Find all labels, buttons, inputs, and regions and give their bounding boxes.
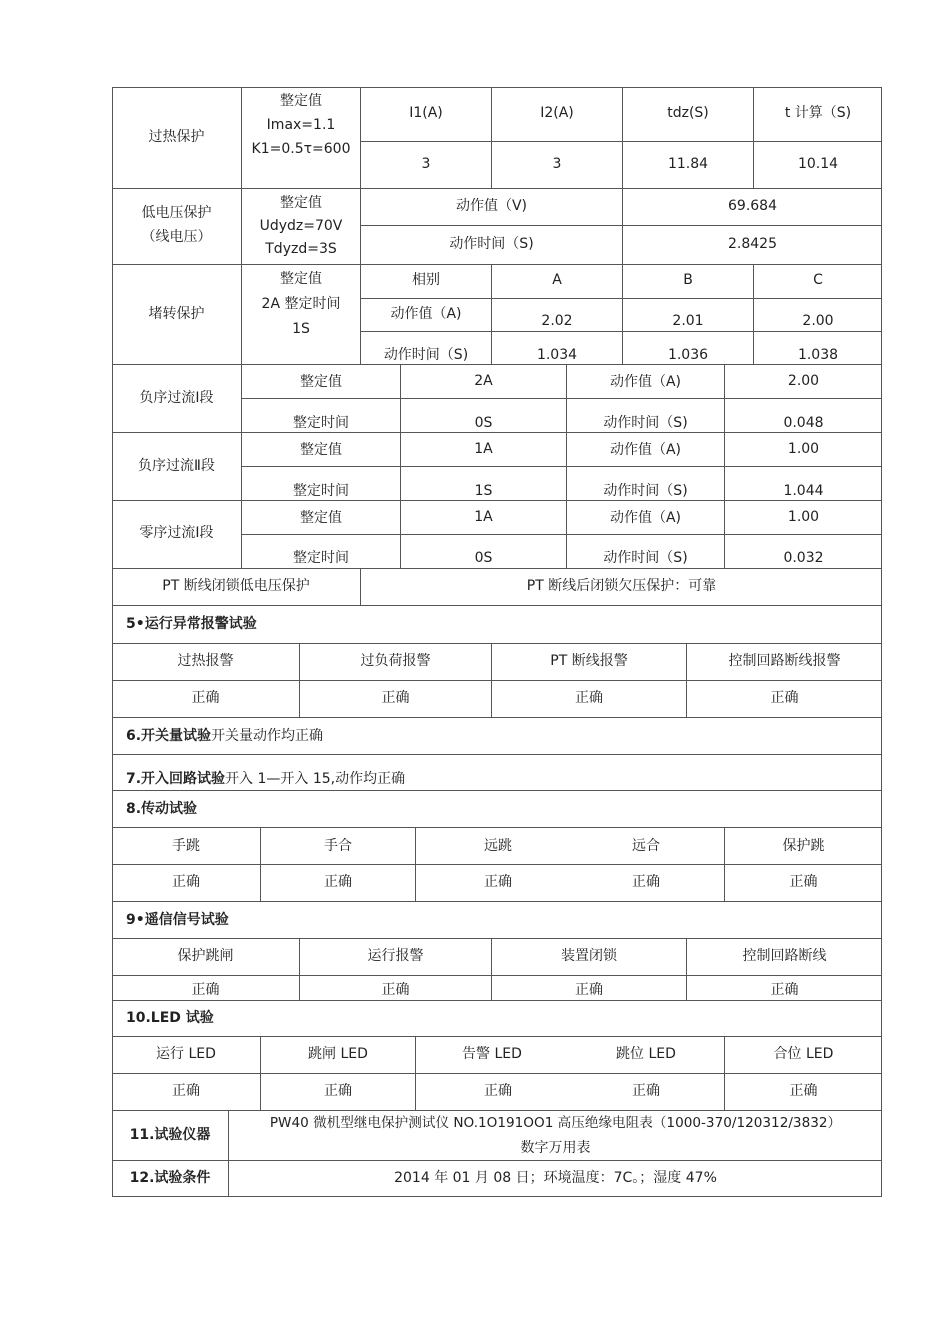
- table-rule: [112, 1000, 882, 1001]
- undervoltage-action-time-label: 动作时间（S): [449, 236, 534, 252]
- stall-phase-b: B: [683, 272, 693, 288]
- zero-seq-1-time: 0S: [474, 550, 493, 566]
- undervoltage-label: 低电压保护: [141, 205, 212, 221]
- s5-result-1: 正确: [191, 690, 220, 706]
- s9-result-4: 正确: [770, 982, 799, 998]
- zero-seq-1-action-time-label: 动作时间（S): [603, 550, 688, 566]
- neg-seq-1-action-time: 0.048: [783, 415, 824, 431]
- stall-action-value-b: 2.01: [672, 313, 704, 329]
- table-rule: [112, 827, 882, 828]
- overheat-setting-imax: Imax=1.1: [266, 117, 336, 133]
- neg-seq-1-label: 负序过流Ⅰ段: [139, 390, 214, 406]
- pt-result: PT 断线后闭锁欠压保护：可靠: [526, 578, 717, 594]
- table-rule: [112, 264, 882, 265]
- s8-result-1: 正确: [172, 874, 200, 890]
- s10-result-3: 正确: [484, 1083, 512, 1099]
- s9-item-device-lockout: 装置闭锁: [561, 948, 617, 964]
- s12-conditions: 2014 年 01 月 08 日；环境温度：7C。；湿度 47%: [394, 1170, 717, 1186]
- neg-seq-2-setting-label: 整定值: [300, 442, 342, 458]
- table-rule: [112, 1036, 882, 1037]
- s8-item-remote-close: 远合: [632, 838, 660, 854]
- overheat-setting-title: 整定值: [280, 93, 322, 109]
- s10-result-4: 正确: [632, 1083, 660, 1099]
- s11-instruments-line2: 数字万用表: [520, 1140, 591, 1156]
- section-5-title: 5•运行异常报警试验: [126, 616, 257, 632]
- s10-item-trip-led: 跳闸 LED: [308, 1046, 368, 1062]
- undervoltage-action-time: 2.8425: [728, 236, 777, 252]
- table-rule: [242, 534, 882, 535]
- table-rule: [112, 643, 882, 644]
- undervoltage-action-value: 69.684: [728, 198, 777, 214]
- s9-result-1: 正确: [191, 982, 220, 998]
- neg-seq-1-setting-label: 整定值: [300, 374, 342, 390]
- s10-item-trip-position-led: 跳位 LED: [616, 1046, 676, 1062]
- table-rule: [112, 680, 882, 681]
- s10-result-2: 正确: [324, 1083, 352, 1099]
- s5-item-overheat-alarm: 过热报警: [177, 653, 234, 669]
- stall-action-value-label: 动作值（A): [390, 306, 462, 322]
- stall-action-value-c: 2.00: [802, 313, 834, 329]
- section-11-title: 11.试验仪器: [129, 1127, 211, 1143]
- s8-result-5: 正确: [789, 874, 818, 890]
- stall-action-value-a: 2.02: [541, 313, 573, 329]
- s10-result-1: 正确: [172, 1083, 200, 1099]
- s5-item-pt-alarm: PT 断线报警: [550, 653, 628, 669]
- stall-action-time-b: 1.036: [667, 347, 709, 363]
- s5-result-4: 正确: [770, 690, 799, 706]
- table-rule: [112, 188, 882, 189]
- table-rule: [112, 754, 882, 755]
- zero-seq-1-label: 零序过流Ⅰ段: [139, 525, 214, 541]
- table-rule: [112, 938, 882, 939]
- neg-seq-1-setting: 2A: [474, 373, 493, 389]
- table-rule: [112, 605, 882, 606]
- s8-item-remote-trip: 远跳: [484, 838, 512, 854]
- overheat-header-i1: I1(A): [409, 105, 443, 121]
- table-rule: [241, 364, 242, 568]
- neg-seq-2-label: 负序过流Ⅱ段: [138, 458, 215, 474]
- stall-action-time-a: 1.034: [536, 347, 578, 363]
- zero-seq-1-action-value-label: 动作值（A): [609, 510, 682, 526]
- stall-action-time-c: 1.038: [797, 347, 839, 363]
- overheat-header-tcalc: t 计算（S): [784, 105, 852, 121]
- table-rule: [112, 568, 882, 569]
- neg-seq-2-setting: 1A: [474, 441, 493, 457]
- section-12-title: 12.试验条件: [129, 1170, 211, 1186]
- section-7-text: 开入 1—开入 15,动作均正确: [225, 771, 406, 787]
- table-rule: [242, 398, 882, 399]
- neg-seq-2-action-value: 1.00: [787, 441, 820, 457]
- s9-result-3: 正确: [575, 982, 603, 998]
- neg-seq-2-action-time: 1.044: [783, 483, 824, 499]
- s10-item-alarm-led: 告警 LED: [462, 1046, 522, 1062]
- table-rule: [724, 364, 725, 568]
- undervoltage-setting-title: 整定值: [280, 195, 322, 211]
- stall-action-time-label: 动作时间（S): [383, 347, 469, 363]
- stall-label: 堵转保护: [148, 306, 205, 322]
- zero-seq-1-setting: 1A: [474, 509, 493, 525]
- s8-result-2: 正确: [324, 874, 352, 890]
- s8-item-manual-close: 手合: [324, 838, 352, 854]
- undervoltage-action-value-label: 动作值（V): [455, 198, 528, 214]
- s8-item-manual-trip: 手跳: [172, 838, 200, 854]
- table-rule: [415, 1036, 416, 1110]
- overheat-label: 过热保护: [148, 129, 205, 145]
- undervoltage-setting-udydz: Udydz=70V: [259, 218, 343, 234]
- table-rule: [112, 790, 882, 791]
- table-rule: [415, 827, 416, 901]
- table-rule: [400, 364, 401, 568]
- s10-item-run-led: 运行 LED: [156, 1046, 216, 1062]
- table-rule: [566, 364, 567, 568]
- s5-item-overload-alarm: 过负荷报警: [360, 653, 431, 669]
- neg-seq-1-action-value-label: 动作值（A): [609, 374, 682, 390]
- section-6-title: 6.开关量试验: [126, 728, 212, 744]
- s9-result-2: 正确: [381, 982, 410, 998]
- section-8-title: 8.传动试验: [126, 801, 198, 817]
- stall-phase-label: 相别: [412, 272, 440, 288]
- section-7: [126, 770, 405, 789]
- table-rule: [242, 466, 882, 467]
- s8-item-protection-trip: 保护跳: [782, 838, 825, 854]
- table-rule: [112, 1073, 882, 1074]
- s8-result-3: 正确: [484, 874, 512, 890]
- overheat-value-tdz: 11.84: [667, 156, 709, 172]
- zero-seq-1-action-time: 0.032: [783, 550, 824, 566]
- s9-item-protection-trip: 保护跳闸: [177, 948, 234, 964]
- s5-item-control-circuit-alarm: 控制回路断线报警: [728, 653, 841, 669]
- section-10-title: 10.LED 试验: [126, 1010, 214, 1026]
- overheat-value-i1: 3: [421, 156, 431, 172]
- zero-seq-1-time-label: 整定时间: [293, 550, 349, 566]
- zero-seq-1-action-value: 1.00: [787, 509, 820, 525]
- neg-seq-2-action-time-label: 动作时间（S): [603, 483, 688, 499]
- s11-instruments-line1: PW40 微机型继电保护测试仪 NO.1O191OO1 高压绝缘电阻表（1000-370/120312/3832）: [269, 1115, 842, 1131]
- s8-result-4: 正确: [632, 874, 660, 890]
- pt-label: PT 断线闭锁低电压保护: [162, 578, 310, 594]
- s5-result-3: 正确: [575, 690, 603, 706]
- s10-item-close-position-led: 合位 LED: [773, 1046, 834, 1062]
- neg-seq-1-time-label: 整定时间: [293, 415, 349, 431]
- table-rule: [112, 717, 882, 718]
- neg-seq-2-time: 1S: [474, 483, 493, 499]
- neg-seq-2-time-label: 整定时间: [293, 483, 349, 499]
- overheat-header-tdz: tdz(S): [667, 105, 709, 121]
- section-6-text: 开关量动作均正确: [211, 728, 324, 744]
- stall-setting-current: 2A 整定时间: [261, 296, 341, 312]
- stall-phase-a: A: [552, 272, 562, 288]
- s9-item-control-circuit-break: 控制回路断线: [742, 948, 827, 964]
- neg-seq-1-time: 0S: [474, 415, 493, 431]
- stall-setting-title: 整定值: [280, 271, 322, 287]
- neg-seq-2-action-value-label: 动作值（A): [609, 442, 682, 458]
- overheat-header-i2: I2(A): [540, 105, 574, 121]
- neg-seq-1-action-time-label: 动作时间（S): [603, 415, 688, 431]
- undervoltage-setting-tdyzd: Tdyzd=3S: [265, 241, 337, 257]
- neg-seq-1-action-value: 2.00: [787, 373, 820, 389]
- table-rule: [112, 975, 882, 976]
- section-7-title: 7.开入回路试验: [126, 771, 226, 787]
- zero-seq-1-setting-label: 整定值: [300, 510, 342, 526]
- overheat-setting-k1: K1=0.5τ=600: [251, 141, 351, 157]
- s10-result-5: 正确: [789, 1083, 818, 1099]
- stall-phase-c: C: [813, 272, 823, 288]
- stall-setting-time: 1S: [292, 321, 310, 337]
- undervoltage-label-sub: （线电压）: [141, 229, 212, 245]
- s5-result-2: 正确: [381, 690, 410, 706]
- table-rule: [112, 901, 882, 902]
- section-6: [126, 727, 323, 746]
- overheat-value-i2: 3: [552, 156, 562, 172]
- s9-item-running-alarm: 运行报警: [367, 948, 424, 964]
- section-9-title: 9•遥信信号试验: [126, 912, 229, 928]
- overheat-value-tcalc: 10.14: [797, 156, 839, 172]
- table-rule: [112, 864, 882, 865]
